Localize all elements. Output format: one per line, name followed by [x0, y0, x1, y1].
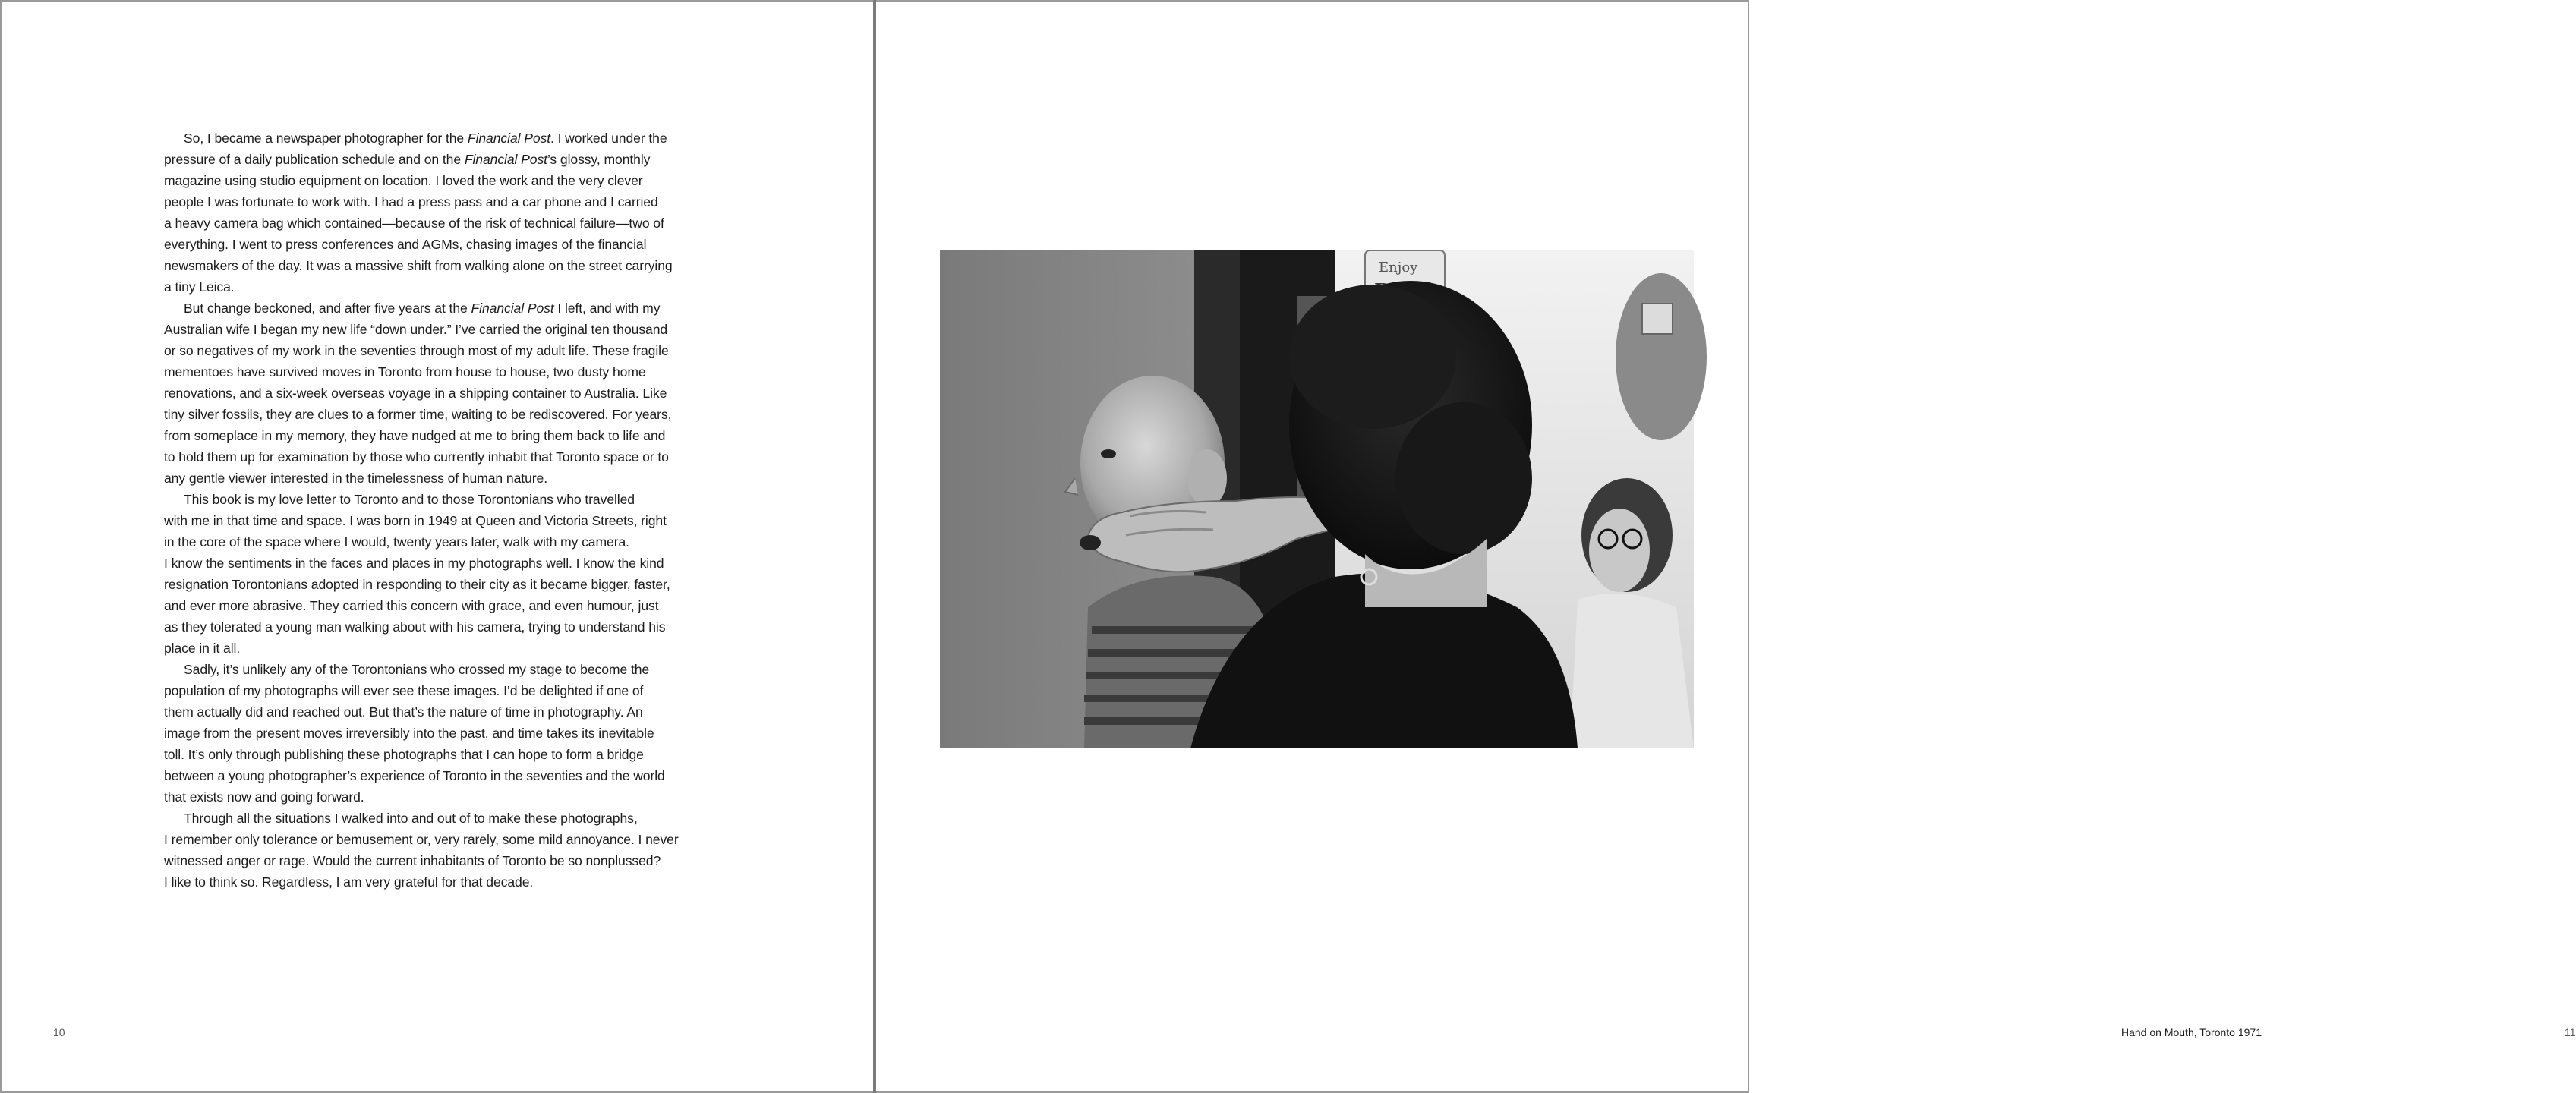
- paragraph-line: [164, 340, 695, 361]
- text-run: . I worked under the: [550, 131, 667, 146]
- paragraph-line: [164, 446, 695, 468]
- text-run: any gentle viewer interested in the timelessness of human nature.: [164, 471, 547, 486]
- text-run: and ever more abrasive. They carried this concern with grace, and even humour, just: [164, 598, 659, 613]
- paragraph-line: [164, 871, 695, 893]
- paragraph-line: [164, 319, 695, 340]
- paragraph-line: [164, 298, 695, 319]
- text-run: But change beckoned, and after five years at the: [184, 301, 471, 316]
- text-run: a tiny Leica.: [164, 279, 235, 295]
- paragraph-line: [164, 255, 695, 276]
- text-run: as they tolerated a young man walking about with his camera, trying to understand his: [164, 619, 666, 635]
- paragraph-line: [164, 616, 695, 638]
- paragraph-line: [164, 701, 695, 723]
- photo-tree: [1616, 273, 1707, 440]
- text-run: everything. I went to press conferences and AGMs, chasing images of the financial: [164, 237, 647, 252]
- paragraph-line: [164, 383, 695, 404]
- photograph: [940, 250, 1694, 748]
- text-run: with me in that time and space. I was born in 1949 at Queen and Victoria Streets, right: [164, 513, 667, 528]
- body-text: [164, 128, 695, 893]
- text-run: population of my photographs will ever see these images. I’d be delighted if one of: [164, 683, 644, 698]
- text-run: witnessed anger or rage. Would the current inhabitants of Toronto be so nonplussed?: [164, 853, 661, 868]
- paragraph-line: [164, 765, 695, 786]
- italic-title: Financial Post: [467, 131, 551, 146]
- photo-caption: Hand on Mouth, Toronto 1971: [2121, 1026, 2262, 1038]
- text-run: tiny silver fossils, they are clues to a former time, waiting to be rediscovered. For years,: [164, 407, 672, 422]
- paragraph-line: [164, 786, 695, 808]
- text-run: from someplace in my memory, they have nudged at me to bring them back to life and: [164, 428, 666, 443]
- paragraph-line: [164, 425, 695, 446]
- text-run: So, I became a newspaper photographer for the: [184, 131, 468, 146]
- text-run: I like to think so. Regardless, I am very grateful for that decade.: [164, 874, 534, 890]
- text-run: or so negatives of my work in the seventies through most of my adult life. These fragile: [164, 343, 669, 358]
- text-run: newsmakers of the day. It was a massive shift from walking alone on the street carrying: [164, 258, 673, 273]
- paragraph-line: [164, 829, 695, 850]
- text-run: ’s glossy, monthly: [547, 152, 651, 167]
- text-run: Sadly, it’s unlikely any of the Torontonians who crossed my stage to become the: [184, 662, 650, 677]
- paragraph-line: [164, 574, 695, 595]
- sign-text-enjoy: Enjoy: [1379, 260, 1418, 276]
- paragraph-line: [164, 404, 695, 425]
- paragraph-line: [164, 510, 695, 531]
- paragraph-line: [164, 213, 695, 234]
- paragraph-line: [164, 595, 695, 616]
- text-run: a heavy camera bag which contained—because of the risk of technical failure—two of: [164, 216, 664, 231]
- paragraph-line: [164, 531, 695, 553]
- text-run: mementoes have survived moves in Toronto from house to house, two dusty home: [164, 364, 646, 380]
- paragraph-line: [164, 850, 695, 871]
- text-run: This book is my love letter to Toronto and to those Torontonians who travelled: [184, 492, 635, 507]
- text-run: that exists now and going forward.: [164, 789, 364, 805]
- page-number-right: 11: [2565, 1026, 2576, 1038]
- left-page: [0, 0, 873, 1093]
- text-run: between a young photographer’s experience of Toronto in the seventies and the world: [164, 768, 665, 783]
- paragraph-line: [164, 744, 695, 765]
- paragraph-line: [164, 468, 695, 489]
- text-run: I remember only tolerance or bemusement or, very rarely, some mild annoyance. I never: [164, 832, 679, 847]
- text-run: toll. It’s only through publishing these photographs that I can hope to form a bridge: [164, 747, 644, 762]
- paragraph-line: [164, 361, 695, 383]
- paragraph-line: [164, 149, 695, 170]
- paragraph-line: [164, 170, 695, 191]
- text-run: Through all the situations I walked into and out of to make these photographs,: [184, 811, 638, 826]
- text-run: them actually did and reached out. But that’s the nature of time in photography. An: [164, 704, 643, 720]
- text-run: image from the present moves irreversibly into the past, and time takes its inevitable: [164, 726, 654, 741]
- paragraph-line: [164, 680, 695, 701]
- paragraph-line: [164, 191, 695, 213]
- text-run: pressure of a daily publication schedule and on the: [164, 152, 465, 167]
- text-run: renovations, and a six-week overseas voyage in a shipping container to Australia. Like: [164, 386, 667, 401]
- paragraph-line: [164, 659, 695, 680]
- paragraph-line: [164, 553, 695, 574]
- paragraph-line: [164, 234, 695, 255]
- paragraph-line: [164, 808, 695, 829]
- text-run: to hold them up for examination by those who currently inhabit that Toronto space or to: [164, 449, 669, 465]
- text-run: I know the sentiments in the faces and places in my photographs well. I know the kind: [164, 556, 664, 571]
- page-number-left: 10: [53, 1026, 65, 1038]
- italic-title: Financial Post: [471, 301, 554, 316]
- paragraph-line: [164, 723, 695, 744]
- text-run: people I was fortunate to work with. I had a press pass and a car phone and I carried: [164, 194, 658, 209]
- paragraph-line: [164, 276, 695, 298]
- text-run: I left, and with my: [553, 301, 661, 316]
- text-run: Australian wife I began my new life “down under.” I’ve carried the original ten thousand: [164, 322, 668, 337]
- italic-title: Financial Post: [464, 152, 547, 167]
- paragraph-line: [164, 128, 695, 149]
- text-run: resignation Torontonians adopted in responding to their city as it became bigger, faster,: [164, 577, 670, 592]
- paragraph-line: [164, 489, 695, 510]
- text-run: place in it all.: [164, 641, 241, 656]
- text-run: in the core of the space where I would, twenty years later, walk with my camera.: [164, 534, 629, 550]
- photo-street-sign: [1642, 304, 1673, 334]
- paragraph-line: [164, 638, 695, 659]
- text-run: magazine using studio equipment on location. I loved the work and the very clever: [164, 173, 643, 188]
